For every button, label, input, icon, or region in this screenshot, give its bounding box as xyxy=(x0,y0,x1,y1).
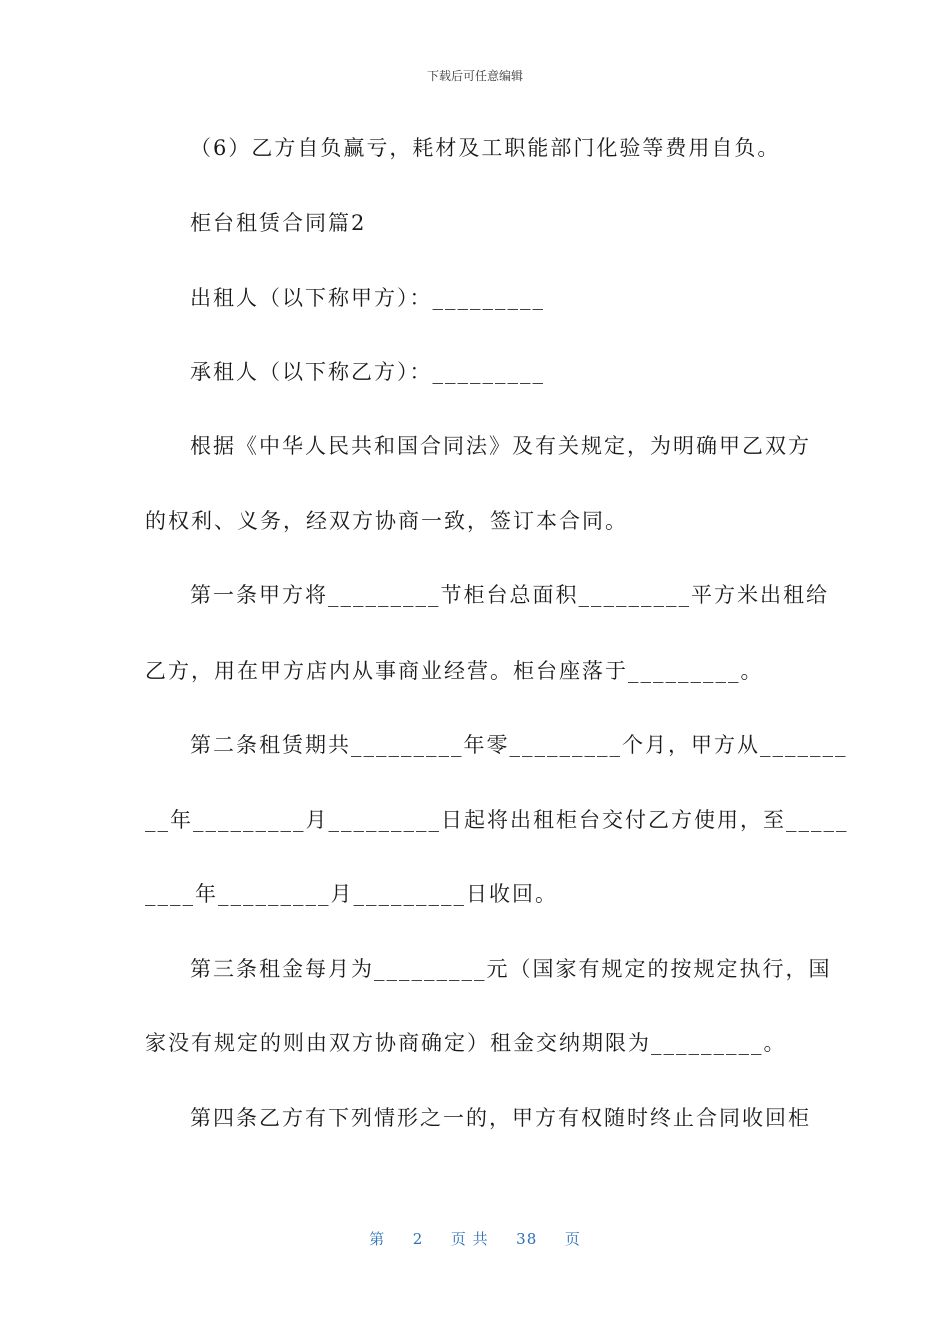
footer-suffix: 页 xyxy=(564,1230,581,1248)
paragraph-line: 出租人（以下称甲方）：_________ xyxy=(190,286,545,310)
paragraph-line: 家没有规定的则由双方协商确定）租金交纳期限为_________。 xyxy=(145,1031,787,1055)
paragraph-line: ____年_________月_________日收回。 xyxy=(145,882,558,906)
section-title: 柜台租赁合同篇2 xyxy=(190,211,367,235)
paragraph-line: 第四条乙方有下列情形之一的，甲方有权随时终止合同收回柜 xyxy=(190,1106,811,1130)
page-header-note: 下载后可任意编辑 xyxy=(426,69,523,83)
paragraph-line: （6）乙方自负赢亏，耗材及工职能部门化验等费用自负。 xyxy=(190,136,781,160)
paragraph-line: 的权利、义务，经双方协商一致，签订本合同。 xyxy=(145,509,628,533)
paragraph-line: 第三条租金每月为_________元（国家有规定的按规定执行，国 xyxy=(190,957,832,981)
page-footer xyxy=(0,1228,950,1249)
footer-page-number: 2 xyxy=(412,1230,424,1248)
footer-middle: 页 共 xyxy=(450,1230,489,1248)
footer-prefix: 第 xyxy=(369,1230,386,1248)
paragraph-line: 第二条租赁期共_________年零_________个月，甲方从_______ xyxy=(190,733,848,757)
paragraph-line: 根据《中华人民共和国合同法》及有关规定，为明确甲乙双方 xyxy=(190,434,811,458)
paragraph-line: __年_________月_________日起将出租柜台交付乙方使用，至_____ xyxy=(145,808,849,832)
footer-total-pages: 38 xyxy=(516,1230,538,1248)
paragraph-line: 承租人（以下称乙方）：_________ xyxy=(190,360,545,384)
paragraph-line: 乙方，用在甲方店内从事商业经营。柜台座落于_________。 xyxy=(145,659,764,683)
paragraph-line: 第一条甲方将_________节柜台总面积_________平方米出租给 xyxy=(190,583,829,607)
